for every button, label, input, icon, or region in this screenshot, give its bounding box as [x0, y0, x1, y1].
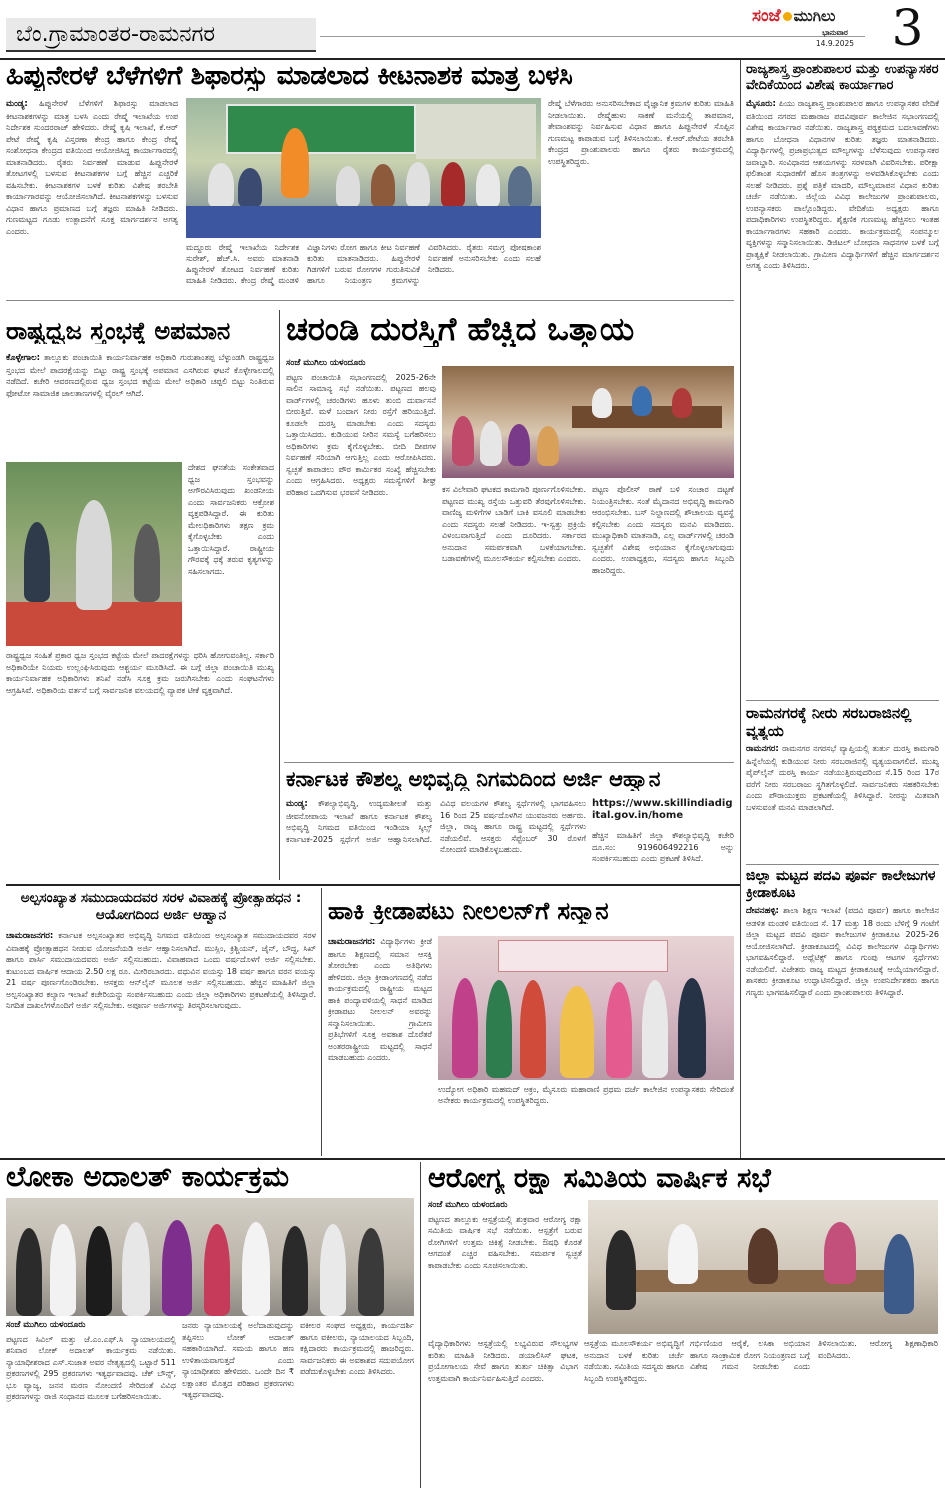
stage-backdrop [416, 104, 536, 159]
attendee-figure [282, 1226, 308, 1316]
headline-polsci: ರಾಜ್ಯಶಾಸ್ತ್ರ ಪ್ರಾಂಶುಪಾಲರ ಮತ್ತು ಉಪನ್ಯಾಸಕರ ವೇದಿಕೆಯಿಂದ ವಿಶೇಷ ಕಾರ್ಯಾಗಾರ [746, 62, 939, 93]
guest-figure [406, 162, 430, 208]
story6-text-body: ಶಾಲಾ ಶಿಕ್ಷಣ ಇಲಾಖೆ (ಪದವಿ ಪೂರ್ವ) ಹಾಗೂ ಕಾಲೇಜಿನ ಆಡಳಿತ ಮಂಡಳಿ ವತಿಯಿಂದ ಸೆ. 17 ಮತ್ತು 18 ರಂದು ಬೆಳಿಗ್ಗೆ 9 ಗಂಟೆಗೆ ಜಿಲ್ಲಾ ಮಟ್ಟದ ಪದವಿ ಪೂರ್ವ ಕಾಲೇಜುಗಳ ಕ್ರೀಡಾಕೂಟ 2025-26 ಆಯೋಜಿಸಲಾಗಿದೆ. ಕ್ರೀಡಾಕೂಟದಲ್ಲಿ ವಿವಿಧ ಕಾಲೇಜುಗಳ ವಿದ್ಯಾರ್ಥಿಗಳು ಭಾಗವಹಿಸಲಿದ್ದಾರೆ. ಅಥ್ಲೆಟಿಕ್ಸ್ ಹಾಗೂ ಗುಂಪು ಆಟಗಳ ಸ್ಪರ್ಧೆಗಳು ನಡೆಯಲಿವೆ. ವಿಜೇತರು ರಾಜ್ಯ ಮಟ್ಟದ ಕ್ರೀಡಾಕೂಟಕ್ಕೆ ಆಯ್ಕೆಯಾಗಲಿದ್ದಾರೆ. ಶಾಸಕರು ಕ್ರೀಡಾಕೂಟ ಉದ್ಘಾಟಿಸಲಿದ್ದಾರೆ. ಜಿಲ್ಲಾ ಉಪನಿರ್ದೇಶಕರು ಹಾಗೂ ಗಣ್ಯರು ಭಾಗವಹಿಸಲಿದ್ದಾರೆ ಎಂದು ಪ್ರಾಂಶುಪಾಲರು ತಿಳಿಸಿದ್ದಾರೆ. [746, 906, 939, 997]
rule-skill [284, 762, 734, 763]
headline-sports: ಜಿಲ್ಲಾ ಮಟ್ಟದ ಪದವಿ ಪೂರ್ವ ಕಾಲೇಜುಗಳ ಕ್ರೀಡಾಕೂಟ [746, 868, 936, 901]
story2-top-text [6, 352, 274, 460]
story9-byline: ಚಾಮರಾಜನಗರ: [328, 937, 376, 947]
story3-byline: ಸಂಜೆ ಮುಗಿಲು ಯಳಂದೂರು [286, 358, 366, 368]
story4-box [746, 62, 939, 662]
story1-col1-text: ಹಿಪ್ಪುನೇರಳೆ ಬೆಳೆಗಳಿಗೆ ಶಿಫಾರಸ್ಸು ಮಾಡಲಾದ ಕೀಟನಾಶಕಗಳನ್ನು ಮಾತ್ರ ಬಳಸಿ ಎಂದು ರೇಷ್ಮೆ ಇಲಾಖೆಯ ಉಪ ನಿರ್ದೇಶಕ ಸುಂದರರಾಜ್ ಹೇಳಿದರು. ರೇಷ್ಮೆ ಕೃಷಿ ಇಲಾಖೆ, ಕೆ.ಆರ್ ಪೇಟೆ ರೇಷ್ಮೆ ಕೃಷಿ ವಿಸ್ತರಣಾ ಕೇಂದ್ರ ಹಾಗೂ ಕೇಂದ್ರ ರೇಷ್ಮೆ ಸಂಶೋಧನಾ ಕೇಂದ್ರದ ವತಿಯಿಂದ ಆಯೋಜಿಸಿದ್ದ ಕಾರ್ಯಾಗಾರದಲ್ಲಿ ಮಾತನಾಡಿದರು. ರೈತರು ನಿರ್ವಹಣೆ ಮಾಡುವ ಹಿಪ್ಪುನೇರಳೆ ತೋಟಗಳಲ್ಲಿ ಬಳಸುವ ಕೀಟನಾಶಕಗಳ ಬಗ್ಗೆ ಹೆಚ್ಚಿನ ಎಚ್ಚರಿಕೆ ವಹಿಸಬೇಕು. ಕೀಟನಾಶಕಗಳ ಬಳಕೆ ಕುರಿತು ವಿಶೇಷ ತರಬೇತಿ ಕಾರ್ಯಾಗಾರವನ್ನು ಆಯೋಜಿಸಲಾಗಿದೆ. ಕೀಟನಾಶಕಗಳನ್ನು ಬಳಸುವ ವಿಧಾನ ಹಾಗೂ ಪ್ರಮಾಣದ ಬಗ್ಗೆ ತಜ್ಞರು ಮಾಹಿತಿ ನೀಡಿದರು. ಗುಣಮಟ್ಟದ ಗೂಡು ಉತ್ಪಾದನೆಗೆ ಸೂಕ್ತ ಮಾರ್ಗದರ್ಶನ ಅಗತ್ಯ ಎಂದರು. [6, 99, 178, 236]
story9-text [328, 936, 432, 1156]
story7-text [286, 798, 586, 880]
story3-col3: ಪಟ್ಟಣ ಪೊಲೀಸ್ ಠಾಣೆ ಬಳಿ ಸಂಚಾರ ದಟ್ಟಣೆ ನಿಯಂತ್ರಿಸಬೇಕು. ಸಂತೆ ಮೈದಾನದ ಅಭಿವೃದ್ಧಿ ಕಾಮಗಾರಿ ಆರಂಭಿಸಬೇಕು. ಬಸ್ ನಿಲ್ದಾಣದಲ್ಲಿ ಶೌಚಾಲಯ ವ್ಯವಸ್ಥೆ ಕಲ್ಪಿಸಬೇಕು ಎಂದು ಸದಸ್ಯರು ಮನವಿ ಮಾಡಿದರು. ಮುಖ್ಯಾಧಿಕಾರಿ ಮಾತನಾಡಿ, ಎಲ್ಲ ವಾರ್ಡ್‌ಗಳಲ್ಲಿ ಚರಂಡಿ ಸ್ವಚ್ಛತೆಗೆ ವಿಶೇಷ ಅಭಿಯಾನ ಕೈಗೊಳ್ಳಲಾಗುವುದು ಎಂದರು. ಉಪಾಧ್ಯಕ್ಷರು, ಸದಸ್ಯರು ಹಾಗೂ ಸಿಬ್ಬಂದಿ ಹಾಜರಿದ್ದರು. [592, 485, 734, 575]
rule-water [746, 700, 939, 701]
story10-byline: ಸಂಜೆ ಮುಗಿಲು ಯಳಂದೂರು [6, 1320, 86, 1330]
story11-col2: ವೈದ್ಯಾಧಿಕಾರಿಗಳು ಆಸ್ಪತ್ರೆಯಲ್ಲಿ ಲಭ್ಯವಿರುವ ಸೌಲಭ್ಯಗಳ ಕುರಿತು ಮಾಹಿತಿ ನೀಡಿದರು. ಡಯಾಲಿಸಿಸ್ ಘಟಕ, ಪ್ರಯೋಗಾಲಯ ಸೇವೆ ಹಾಗೂ ತುರ್ತು ಚಿಕಿತ್ಸಾ ವಿಭಾಗ ಉತ್ತಮವಾಗಿ ಕಾರ್ಯನಿರ್ವಹಿಸುತ್ತಿದೆ ಎಂದರು. [428, 1339, 578, 1383]
headline-hockey: ಹಾಕಿ ಕ್ರೀಡಾಪಟು ನೀಲಲನ್‌ಗೆ ಸನ್ಮಾನ [328, 898, 609, 925]
story11-photo [588, 1200, 938, 1334]
headline-drain: ಚರಂಡಿ ದುರಸ್ತಿಗೆ ಹೆಚ್ಚಿದ ಒತ್ತಾಯ [286, 312, 635, 348]
guest-figure [606, 982, 632, 1078]
honoree-figure [560, 986, 594, 1078]
story2-top: ತಾಲ್ಲೂಕು ಪಂಚಾಯಿತಿ ಕಾರ್ಯನಿರ್ವಾಹಕ ಅಧಿಕಾರಿ ಗುರುಶಾಂತಪ್ಪ ಬೆಳ್ಳುಂಡಗಿ ರಾಷ್ಟ್ರಧ್ವಜ ಸ್ತಂಭದ ಮೇಲೆ ಪಾದರಕ್ಷೆಯನ್ನು ಬಿಟ್ಟು ರಾಷ್ಟ್ರ ಸ್ತಂಭಕ್ಕೆ ಅಪಮಾನ ಎಸಗಿರುವ ಘಟನೆ ಕೊಳ್ಳೇಗಾಲದಲ್ಲಿ ನಡೆದಿದೆ. ಕಚೇರಿ ಆವರಣದಲ್ಲಿರುವ ಧ್ವಜ ಸ್ತಂಭದ ಕಟ್ಟೆಯ ಮೇಲೆ ಅಧಿಕಾರಿ ಚಪ್ಪಲಿ ಬಿಟ್ಟು ನಿಂತಿರುವ ಫೋಟೋ ಸಾಮಾಜಿಕ ಜಾಲತಾಣಗಳಲ್ಲಿ ವೈರಲ್ ಆಗಿದೆ. [6, 353, 274, 398]
story11-col1 [428, 1200, 582, 1332]
paper-logo-part2: ಮುಗಿಲು [793, 7, 836, 25]
guest-figure [441, 162, 465, 208]
guest-figure [476, 164, 500, 208]
section-label-box [6, 18, 316, 52]
sun-icon [783, 12, 792, 21]
story11-col3: ಆಸ್ಪತ್ರೆಯ ಮೂಲಸೌಕರ್ಯ ಅಭಿವೃದ್ಧಿಗೆ ಅನುದಾನ ಬಳಕೆ ಕುರಿತು ಚರ್ಚೆ ನಡೆಯಿತು. ಸಮಿತಿಯ ಸದಸ್ಯರು ಹಾಗೂ ಸಿಬ್ಬಂದಿ ಉಪಸ್ಥಿತರಿದ್ದರು. [584, 1339, 684, 1383]
story10-col3: ವಕೀಲರ ಸಂಘದ ಅಧ್ಯಕ್ಷರು, ಕಾರ್ಯದರ್ಶಿ ಹಾಗೂ ವಕೀಲರು, ನ್ಯಾಯಾಲಯದ ಸಿಬ್ಬಂದಿ, ಕಕ್ಷಿದಾರರು ಕಾರ್ಯಕ್ರಮದಲ್ಲಿ ಹಾಜರಿದ್ದರು. ಸಾರ್ವಜನಿಕರು ಈ ಅವಕಾಶದ ಸದುಪಯೋಗ ಪಡೆದುಕೊಳ್ಳಬೇಕು ಎಂದು ತಿಳಿಸಿದರು. [300, 1321, 414, 1376]
member-figure [884, 1234, 914, 1314]
dais-table [186, 206, 541, 238]
story10-col2: ಜನರು ನ್ಯಾಯಾಲಯಕ್ಕೆ ಅಲೆದಾಡುವುದನ್ನು ತಪ್ಪಿಸಲು ಲೋಕ್ ಅದಾಲತ್ ಸಹಕಾರಿಯಾಗಿದೆ. ಸಮಯ ಹಾಗೂ ಹಣ ಉಳಿತಾಯವಾಗುತ್ತದೆ ಎಂದು ನ್ಯಾಯಾಧೀಶರು ಹೇಳಿದರು. ಒಂದೇ ದಿನ ₹ ಲಕ್ಷಾಂತರ ಮೊತ್ತದ ಪರಿಹಾರ ಪ್ರಕರಣಗಳು ಇತ್ಯರ್ಥವಾದವು. [182, 1321, 294, 1399]
guest-figure [486, 980, 512, 1078]
story3-col1-text: ಪಟ್ಟಣ ಪಂಚಾಯಿತಿ ಸಭಾಂಗಣದಲ್ಲಿ 2025-26ನೇ ಸಾಲಿನ ಸಾಮಾನ್ಯ ಸಭೆ ನಡೆಯಿತು. ಪಟ್ಟಣದ ಹಲವು ವಾರ್ಡ್‌ಗಳಲ್ಲಿ ಚರಂಡಿಗಳು ಹೂಳು ತುಂಬಿ ದುರ್ವಾಸನೆ ಬೀರುತ್ತಿವೆ. ಮಳೆ ಬಂದಾಗ ನೀರು ರಸ್ತೆಗೆ ಹರಿಯುತ್ತಿದೆ. ಕೂಡಲೇ ದುರಸ್ತಿ ಮಾಡಬೇಕು ಎಂದು ಸದಸ್ಯರು ಒತ್ತಾಯಿಸಿದರು. ಕುಡಿಯುವ ನೀರಿನ ಸಮಸ್ಯೆ ಬಗೆಹರಿಸಲು ಅಧಿಕಾರಿಗಳು ಕ್ರಮ ಕೈಗೊಳ್ಳಬೇಕು. ಬೀದಿ ದೀಪಗಳ ನಿರ್ವಹಣೆ ಸರಿಯಾಗಿ ಆಗುತ್ತಿಲ್ಲ ಎಂದು ಆರೋಪಿಸಿದರು. ಸ್ವಚ್ಛತೆ ಕಾಪಾಡಲು ಪೌರ ಕಾರ್ಮಿಕರ ಸಂಖ್ಯೆ ಹೆಚ್ಚಿಸಬೇಕು ಎಂದು ಆಗ್ರಹಿಸಿದರು. ಅಧ್ಯಕ್ಷರು ಸಮಸ್ಯೆಗಳಿಗೆ ಶೀಘ್ರ ಪರಿಹಾರ ಒದಗಿಸುವ ಭರವಸೆ ನೀಡಿದರು. [286, 372, 436, 497]
story1-byline: ಮಂಡ್ಯ: [6, 99, 28, 109]
story4-text [746, 98, 939, 643]
event-banner [498, 940, 668, 972]
story2-side: ದೇಶದ ಘನತೆಯ ಸಂಕೇತವಾದ ಧ್ವಜ ಸ್ತಂಭವನ್ನು ಅಗೌರವಿಸಿರುವುದು ಖಂಡನೀಯ ಎಂದು ಸಾರ್ವಜನಿಕರು ಆಕ್ರೋಶ ವ್ಯಕ್ತಪಡಿಸಿದ್ದಾರೆ. ಈ ಕುರಿತು ಮೇಲಧಿಕಾರಿಗಳು ತಕ್ಷಣ ಕ್ರಮ ಕೈಗೊಳ್ಳಬೇಕು ಎಂದು ಒತ್ತಾಯಿಸಿದ್ದಾರೆ. ರಾಷ್ಟ್ರೀಯ ಗೌರವಕ್ಕೆ ಧಕ್ಕೆ ತರುವ ಕೃತ್ಯಗಳನ್ನು ಸಹಿಸಲಾಗದು. [188, 463, 274, 576]
section-label: ಬೆಂ.ಗ್ರಾಮಾಂತರ-ರಾಮನಗರ [16, 22, 216, 47]
guest-figure [508, 166, 532, 208]
story1-col1 [6, 98, 178, 296]
story7-contact: ಹೆಚ್ಚಿನ ಮಾಹಿತಿಗೆ ಜಿಲ್ಲಾ ಕೌಶಲ್ಯಾಭಿವೃದ್ಧಿ ಕಚೇರಿ ದೂ.ಸಂ: 919606492216 ಅನ್ನು ಸಂಪರ್ಕಿಸಬಹುದು ಎಂದು ಪ್ರಕಟಣೆ ತಿಳಿಸಿದೆ. [592, 831, 734, 863]
rule-sports [746, 864, 939, 865]
story5-box [746, 704, 939, 862]
paper-logo [752, 6, 867, 28]
member-figure [537, 426, 559, 466]
guest-figure [238, 168, 262, 208]
story4-text-body: ಪಿಯು ರಾಜ್ಯಶಾಸ್ತ್ರ ಪ್ರಾಂಶುಪಾಲರ ಹಾಗೂ ಉಪನ್ಯಾಸಕರ ವೇದಿಕೆ ವತಿಯಿಂದ ನಗರದ ಮಹಾರಾಜ ಪದವಿಪೂರ್ವ ಕಾಲೇಜಿನ ಸಭಾಂಗಣದಲ್ಲಿ ವಿಶೇಷ ಕಾರ್ಯಾಗಾರ ನಡೆಯಿತು. ರಾಜ್ಯಶಾಸ್ತ್ರ ಪಠ್ಯಕ್ರಮದ ಬದಲಾವಣೆಗಳು ಹಾಗೂ ಬೋಧನಾ ವಿಧಾನಗಳ ಕುರಿತು ತಜ್ಞರು ಮಾತನಾಡಿದರು. ವಿದ್ಯಾರ್ಥಿಗಳಲ್ಲಿ ಪ್ರಜಾಪ್ರಭುತ್ವದ ಮೌಲ್ಯಗಳನ್ನು ಬೆಳೆಸುವುದು ಉಪನ್ಯಾಸಕರ ಜವಾಬ್ದಾರಿ. ಸಂವಿಧಾನದ ಆಶಯಗಳನ್ನು ಸರಳವಾಗಿ ವಿವರಿಸಬೇಕು. ಪರೀಕ್ಷಾ ಫಲಿತಾಂಶ ಸುಧಾರಣೆಗೆ ಹೊಸ ತಂತ್ರಗಳನ್ನು ಅಳವಡಿಸಿಕೊಳ್ಳಬೇಕು ಎಂದು ಸಲಹೆ ನೀಡಿದರು. ಪ್ರಶ್ನೆ ಪತ್ರಿಕೆ ಮಾದರಿ, ಮೌಲ್ಯಮಾಪನ ವಿಧಾನ ಕುರಿತು ಚರ್ಚೆ ನಡೆಯಿತು. ಜಿಲ್ಲೆಯ ವಿವಿಧ ಕಾಲೇಜುಗಳ ಪ್ರಾಂಶುಪಾಲರು, ಉಪನ್ಯಾಸಕರು ಪಾಲ್ಗೊಂಡಿದ್ದರು. ವೇದಿಕೆಯ ಅಧ್ಯಕ್ಷರು ಹಾಗೂ ಪದಾಧಿಕಾರಿಗಳು ಉಪಸ್ಥಿತರಿದ್ದರು. ಶೈಕ್ಷಣಿಕ ಗುಣಮಟ್ಟ ಹೆಚ್ಚಿಸಲು ಇಂತಹ ಕಾರ್ಯಾಗಾರಗಳು ಸಹಕಾರಿ ಎಂದರು. ಕಾರ್ಯಕ್ರಮದಲ್ಲಿ ಸಂಪನ್ಮೂಲ ವ್ಯಕ್ತಿಗಳನ್ನು ಸನ್ಮಾನಿಸಲಾಯಿತು. ಡಿಜಿಟಲ್ ಬೋಧನಾ ಸಾಧನಗಳ ಬಳಕೆ ಬಗ್ಗೆ ಪ್ರಾತ್ಯಕ್ಷಿಕೆ ನೀಡಲಾಯಿತು. ಗ್ರಾಮೀಣ ವಿದ್ಯಾರ್ಥಿಗಳಿಗೆ ಹೆಚ್ಚಿನ ಮಾರ್ಗದರ್ಶನ ಅಗತ್ಯ ಎಂದು ತಿಳಿಸಿದರು. [746, 99, 939, 270]
story8-byline: ಚಾಮರಾಜನಗರ: [6, 931, 54, 941]
headline-water: ರಾಮನಗರಕ್ಕೆ ನೀರು ಸರಬರಾಜಿನಲ್ಲಿ ವ್ಯತ್ಯಯ [746, 704, 912, 740]
story3-col1 [286, 358, 436, 758]
member-figure [480, 421, 502, 466]
issue-date: 14.9.2025 [815, 39, 855, 48]
story2-photo [6, 462, 182, 646]
bystander-figure [24, 522, 50, 602]
story2-bottom: ರಾಷ್ಟ್ರಧ್ವಜ ಸಂಹಿತೆ ಪ್ರಕಾರ ಧ್ವಜ ಸ್ತಂಭದ ಕಟ್ಟೆಯ ಮೇಲೆ ಪಾದರಕ್ಷೆಗಳನ್ನು ಧರಿಸಿ ಹೋಗುವಂತಿಲ್ಲ. ಸರ್ಕಾರಿ ಅಧಿಕಾರಿಯೇ ನಿಯಮ ಉಲ್ಲಂಘಿಸಿರುವುದು ಆಶ್ಚರ್ಯ ಮೂಡಿಸಿದೆ. ಈ ಬಗ್ಗೆ ಜಿಲ್ಲಾ ಪಂಚಾಯಿತಿ ಮುಖ್ಯ ಕಾರ್ಯನಿರ್ವಾಹಕ ಅಧಿಕಾರಿಗಳು ತನಿಖೆ ನಡೆಸಿ ಸೂಕ್ತ ಕ್ರಮ ಜರುಗಿಸಬೇಕು ಎಂದು ಸಂಘಟನೆಗಳು ಆಗ್ರಹಿಸಿವೆ. ಅಧಿಕಾರಿಯ ವರ್ತನೆ ಬಗ್ಗೆ ಸಾರ್ವಜನಿಕ ವಲಯದಲ್ಲಿ ವ್ಯಾಪಕ ಟೀಕೆ ವ್ಯಕ್ತವಾಗಿದೆ. [6, 651, 274, 695]
rule-story1 [6, 300, 734, 301]
guest-figure [520, 980, 546, 1078]
story1-col4: ರೇಷ್ಮೆ ಬೆಳೆಗಾರರು ಅನುಸರಿಸಬೇಕಾದ ವೈಜ್ಞಾನಿಕ ಕ್ರಮಗಳ ಕುರಿತು ಮಾಹಿತಿ ನೀಡಲಾಯಿತು. ರೇಷ್ಮೆಹುಳು ಸಾಕಣೆ ಮನೆಯಲ್ಲಿ ತಾಪಮಾನ, ತೇವಾಂಶವನ್ನು ನಿರ್ವಹಿಸುವ ವಿಧಾನ ಹಾಗೂ ಹಿಪ್ಪುನೇರಳೆ ಸೊಪ್ಪಿನ ಗುಣಮಟ್ಟ ಕಾಪಾಡುವ ಬಗ್ಗೆ ತಿಳಿಸಲಾಯಿತು. ಕೆ.ಆರ್.ಪೇಟೆಯ ತರಬೇತಿ ಕೇಂದ್ರದ ಪ್ರಾಂಶುಪಾಲರು ಹಾಗೂ ರೈತರು ಕಾರ್ಯಕ್ರಮದಲ್ಲಿ ಉಪಸ್ಥಿತರಿದ್ದರು. [548, 99, 734, 166]
story11-byline: ಸಂಜೆ ಮುಗಿಲು ಯಳಂದೂರು [428, 1200, 508, 1210]
member-figure [632, 386, 652, 416]
story3-photo [442, 366, 734, 478]
attendee-figure [204, 1224, 230, 1316]
guest-figure [642, 980, 668, 1078]
attendee-figure [358, 1228, 384, 1316]
story2-byline: ಕೊಳ್ಳೇಗಾಲ: [6, 353, 41, 363]
masthead-rule [320, 36, 865, 37]
guest-figure [452, 978, 478, 1078]
skill-website-link[interactable]: https://www.skillindiadigital.gov.in/home [592, 798, 733, 821]
member-figure [592, 388, 612, 418]
story1-photo-caption: ಮದ್ದೂರು ರೇಷ್ಮೆ ಇಲಾಖೆಯ ನಿರ್ದೇಶಕ ಸುರೇಶ್, ಹೆಚ್.ಸಿ. ಅವರು ಮಾತನಾಡಿ ಹಿಪ್ಪುನೇರಳೆ ತೋಟದ ನಿರ್ವಹಣೆ ಕುರಿತು ಮಾಹಿತಿ ನೀಡಿದರು. ಕೇಂದ್ರ ರೇಷ್ಮೆ ಮಂಡಳಿ ವಿಜ್ಞಾನಿಗಳು ರೋಗ ಹಾಗೂ ಕೀಟ ನಿರ್ವಹಣೆ ಕುರಿತು ಮಾತನಾಡಿದರು. ಹಿಪ್ಪುನೇರಳೆ ಗಿಡಗಳಿಗೆ ಬರುವ ರೋಗಗಳ ಗುರುತಿಸುವಿಕೆ ಹಾಗೂ ನಿಯಂತ್ರಣ ಕ್ರಮಗಳನ್ನು ವಿವರಿಸಿದರು. ರೈತರು ಸಮಗ್ರ ಪೋಷಕಾಂಶ ನಿರ್ವಹಣೆ ಅನುಸರಿಸಬೇಕು ಎಂದು ಸಲಹೆ ನೀಡಿದರು. [186, 243, 541, 285]
story6-box [746, 868, 939, 1156]
story6-text [746, 905, 939, 998]
member-figure [508, 424, 530, 466]
divider-v1 [279, 310, 280, 880]
story7-text-body: ಕೌಶಲ್ಯಾಭಿವೃದ್ಧಿ, ಉದ್ಯಮಶೀಲತೆ ಮತ್ತು ಜೀವನೋಪಾಯ ಇಲಾಖೆ ಹಾಗೂ ಕರ್ನಾಟಕ ಕೌಶಲ್ಯ ಅಭಿವೃದ್ಧಿ ನಿಗಮದ ವತಿಯಿಂದ ಇಂಡಿಯಾ ಸ್ಕಿಲ್ಸ್ ಕರ್ನಾಟಕ-2025 ಸ್ಪರ್ಧೆಗೆ ಅರ್ಜಿ ಆಹ್ವಾನಿಸಲಾಗಿದೆ. ವಿವಿಧ ವಲಯಗಳ ಕೌಶಲ್ಯ ಸ್ಪರ್ಧೆಗಳಲ್ಲಿ ಭಾಗವಹಿಸಲು 16 ರಿಂದ 25 ವರ್ಷದೊಳಗಿನ ಯುವಜನರು ಅರ್ಹರು. ಜಿಲ್ಲಾ, ರಾಜ್ಯ ಹಾಗೂ ರಾಷ್ಟ್ರ ಮಟ್ಟದಲ್ಲಿ ಸ್ಪರ್ಧೆಗಳು ನಡೆಯಲಿವೆ. ಆಸಕ್ತರು ಸೆಪ್ಟೆಂಬರ್ 30 ರೊಳಗೆ ನೋಂದಣಿ ಮಾಡಿಕೊಳ್ಳಬಹುದು. [286, 799, 586, 854]
rule-bottomrow [0, 1158, 945, 1160]
story10-photo [6, 1198, 414, 1316]
page-number: 3 [891, 0, 924, 56]
story10-col1-text: ಪಟ್ಟಣದ ಸಿವಿಲ್ ಮತ್ತು ಜೆ.ಎಂ.ಎಫ್.ಸಿ ನ್ಯಾಯಾಲಯದಲ್ಲಿ ಶನಿವಾರ ಲೋಕ್ ಅದಾಲತ್ ಕಾರ್ಯಕ್ರಮ ನಡೆಯಿತು. ನ್ಯಾಯಾಧೀಶರಾದ ಎಸ್.ಸುಜಾತ ಅವರ ನೇತೃತ್ವದಲ್ಲಿ ಒಟ್ಟಾರೆ 511 ಪ್ರಕರಣಗಳಲ್ಲಿ 295 ಪ್ರಕರಣಗಳು ಇತ್ಯರ್ಥವಾದವು. ಚೆಕ್ ಬೌನ್ಸ್, ಭೂ ವ್ಯಾಜ್ಯ, ಜನನ ಮರಣ ನೋಂದಣಿ ಸೇರಿದಂತೆ ವಿವಿಧ ಪ್ರಕರಣಗಳನ್ನು ರಾಜಿ ಸಂಧಾನದ ಮೂಲಕ ಬಗೆಹರಿಸಲಾಯಿತು. [6, 1334, 176, 1401]
story1-photo [186, 98, 541, 238]
headline-marriage: ಅಲ್ಪಸಂಖ್ಯಾತ ಸಮುದಾಯದವರ ಸರಳ ವಿವಾಹಕ್ಕೆ ಪ್ರೋತ್ಸಾಹಧನ : ಆಯೋಗದಿಂದ ಅರ್ಜಿ ಆಹ್ವಾನ [20, 890, 302, 923]
story8-text-body: ಕರ್ನಾಟಕ ಅಲ್ಪಸಂಖ್ಯಾತರ ಅಭಿವೃದ್ಧಿ ನಿಗಮದ ವತಿಯಿಂದ ಅಲ್ಪಸಂಖ್ಯಾತ ಸಮುದಾಯದವರ ಸರಳ ವಿವಾಹಕ್ಕೆ ಪ್ರೋತ್ಸಾಹಧನ ನೀಡುವ ಯೋಜನೆಯಡಿ ಅರ್ಜಿ ಆಹ್ವಾನಿಸಲಾಗಿದೆ. ಮುಸ್ಲಿಂ, ಕ್ರಿಶ್ಚಿಯನ್, ಜೈನ್, ಬೌದ್ಧ, ಸಿಖ್ ಹಾಗೂ ಪಾರ್ಸಿ ಸಮುದಾಯದವರು ಅರ್ಜಿ ಸಲ್ಲಿಸಬಹುದು. ವಿವಾಹವಾದ ಒಂದು ವರ್ಷದೊಳಗೆ ಅರ್ಜಿ ಸಲ್ಲಿಸಬೇಕು. ಕುಟುಂಬದ ವಾರ್ಷಿಕ ಆದಾಯ 2.50 ಲಕ್ಷ ರೂ. ಮೀರಿರಬಾರದು. ವಧುವಿನ ವಯಸ್ಸು 18 ವರ್ಷ ಹಾಗೂ ವರನ ವಯಸ್ಸು 21 ವರ್ಷ ಪೂರ್ಣಗೊಂಡಿರಬೇಕು. ಆಸಕ್ತರು ಆನ್‌ಲೈನ್ ಮೂಲಕ ಅರ್ಜಿ ಸಲ್ಲಿಸಬಹುದು. ಹೆಚ್ಚಿನ ಮಾಹಿತಿಗೆ ಜಿಲ್ಲಾ ಅಲ್ಪಸಂಖ್ಯಾತರ ಕಲ್ಯಾಣ ಇಲಾಖೆ ಕಚೇರಿಯನ್ನು ಸಂಪರ್ಕಿಸಬಹುದು ಎಂದು ಜಿಲ್ಲಾ ಅಧಿಕಾರಿಗಳು ಪ್ರಕಟಣೆಯಲ್ಲಿ ತಿಳಿಸಿದ್ದಾರೆ. ನಿಗದಿತ ದಾಖಲೆಗಳೊಂದಿಗೆ ಅರ್ಜಿ ಸಲ್ಲಿಸಬೇಕು. ಅಪೂರ್ಣ ಅರ್ಜಿಗಳನ್ನು ತಿರಸ್ಕರಿಸಲಾಗುವುದು. [6, 931, 316, 1010]
stage-banner [226, 104, 416, 154]
guest-figure [678, 978, 706, 1078]
rule-midrow [6, 884, 740, 886]
issue-day: ಭಾನುವಾರ [822, 28, 848, 37]
story9-text-body: ವಿದ್ಯಾರ್ಥಿಗಳು ಕ್ರೀಡೆ ಹಾಗೂ ಶಿಕ್ಷಣದಲ್ಲಿ ಸಮಾನ ಆಸಕ್ತಿ ತೋರಬೇಕು ಎಂದು ಅತಿಥಿಗಳು ಹೇಳಿದರು. ಜಿಲ್ಲಾ ಕ್ರೀಡಾಂಗಣದಲ್ಲಿ ನಡೆದ ಕಾರ್ಯಕ್ರಮದಲ್ಲಿ ರಾಷ್ಟ್ರೀಯ ಮಟ್ಟದ ಹಾಕಿ ಪಂದ್ಯಾವಳಿಯಲ್ಲಿ ಸಾಧನೆ ಮಾಡಿದ ಕ್ರೀಡಾಪಟು ನೀಲಲನ್ ಅವರನ್ನು ಸನ್ಮಾನಿಸಲಾಯಿತು. ಗ್ರಾಮೀಣ ಪ್ರತಿಭೆಗಳಿಗೆ ಸೂಕ್ತ ಅವಕಾಶ ದೊರೆತರೆ ಅಂತರರಾಷ್ಟ್ರೀಯ ಮಟ್ಟದಲ್ಲಿ ಸಾಧನೆ ಮಾಡಬಹುದು ಎಂದರು. [328, 937, 432, 1062]
speaker-figure [281, 128, 309, 198]
judge-figure [162, 1220, 192, 1316]
member-figure [748, 1228, 778, 1284]
divider-v3 [321, 888, 322, 1156]
bystander-figure [134, 524, 160, 602]
story9-caption: ಉದ್ಯೋಗ ಅಧಿಕಾರಿ ಮಹಮದ್ ಅಕ್ರಂ, ಮೈಸೂರು ಮಹಾರಾಣಿ ಪ್ರಥಮ ದರ್ಜೆ ಕಾಲೇಜಿನ ಉಪನ್ಯಾಸಕರು ಸೇರಿದಂತೆ ಅನೇಕರು ಕಾರ್ಯಕ್ರಮದಲ್ಲಿ ಉಪಸ್ಥಿತರಿದ್ದರು. [438, 1085, 734, 1105]
attendee-figure [50, 1224, 76, 1316]
headline-health: ಆರೋಗ್ಯ ರಕ್ಷಾ ಸಮಿತಿಯ ವಾರ್ಷಿಕ ಸಭೆ [428, 1164, 771, 1194]
attendee-figure [242, 1222, 270, 1316]
masthead-bottom-rule [0, 58, 945, 60]
member-figure [672, 388, 692, 418]
headline-adalat: ಲೋಕಾ ಅದಾಲತ್ ಕಾರ್ಯಕ್ರಮ [6, 1162, 290, 1193]
story9-photo [438, 936, 734, 1080]
member-figure [824, 1222, 856, 1284]
story8-text [6, 930, 316, 1155]
headline-flag: ರಾಷ್ಟ್ರಧ್ವಜ ಸ್ತಂಭಕ್ಕೆ ಅಪಮಾನ [6, 318, 231, 345]
member-figure [452, 416, 474, 466]
divider-v4 [420, 1162, 421, 1488]
attendee-figure [86, 1226, 112, 1316]
story11-col4: ಗರ್ಭಿಣಿಯರ ಆರೈಕೆ, ಲಸಿಕಾ ಅಭಿಯಾನ ಹಾಗೂ ಸಾಂಕ್ರಾಮಿಕ ರೋಗ ನಿಯಂತ್ರಣದ ಬಗ್ಗೆ ವಿಶೇಷ ಗಮನ ನೀಡಬೇಕು ಎಂದು ತಿಳಿಸಲಾಯಿತು. ಆರೋಗ್ಯ ಶಿಕ್ಷಣಾಧಿಕಾರಿ ವಂದಿಸಿದರು. [690, 1339, 938, 1371]
story5-text [746, 743, 939, 813]
story3-col2: ಕಸ ವಿಲೇವಾರಿ ಘಟಕದ ಕಾಮಗಾರಿ ಪೂರ್ಣಗೊಳಿಸಬೇಕು. ಪಟ್ಟಣದ ಮುಖ್ಯ ರಸ್ತೆಯ ಒತ್ತುವರಿ ತೆರವುಗೊಳಿಸಬೇಕು. ವಾಣಿಜ್ಯ ಮಳಿಗೆಗಳ ಬಾಡಿಗೆ ಬಾಕಿ ವಸೂಲಿ ಮಾಡಬೇಕು ಎಂದು ಸದಸ್ಯರು ಸಲಹೆ ನೀಡಿದರು. ಇ-ಸ್ವತ್ತು ಪ್ರಕ್ರಿಯೆ ವಿಳಂಬವಾಗುತ್ತಿದೆ ಎಂದು ದೂರಿದರು. ಸರ್ಕಾರದ ಅನುದಾನ ಸಮರ್ಪಕವಾಗಿ ಬಳಕೆಯಾಗಬೇಕು. ಬಡಾವಣೆಗಳಲ್ಲಿ ಮೂಲಸೌಕರ್ಯ ಕಲ್ಪಿಸಬೇಕು ಎಂದರು. [442, 485, 586, 563]
divider-v2 [740, 60, 741, 1158]
story11-col1-text: ಪಟ್ಟಣದ ತಾಲ್ಲೂಕು ಆಸ್ಪತ್ರೆಯಲ್ಲಿ ಶುಕ್ರವಾರ ಆರೋಗ್ಯ ರಕ್ಷಾ ಸಮಿತಿಯ ವಾರ್ಷಿಕ ಸಭೆ ನಡೆಯಿತು. ಆಸ್ಪತ್ರೆಗೆ ಬರುವ ರೋಗಿಗಳಿಗೆ ಉತ್ತಮ ಚಿಕಿತ್ಸೆ ನೀಡಬೇಕು. ಔಷಧಿ ಕೊರತೆ ಆಗದಂತೆ ಎಚ್ಚರ ವಹಿಸಬೇಕು. ಸಮರ್ಪಕ ಸ್ವಚ್ಛತೆ ಕಾಪಾಡಬೇಕು ಎಂದು ಸೂಚಿಸಲಾಯಿತು. [428, 1214, 582, 1270]
guest-figure [371, 164, 395, 208]
story10-col1 [6, 1320, 176, 1488]
headline-skill: ಕರ್ನಾಟಕ ಕೌಶಲ್ಯ ಅಭಿವೃದ್ಧಿ ನಿಗಮದಿಂದ ಅರ್ಜಿ ಆಹ್ವಾನ [286, 768, 661, 791]
attendee-figure [16, 1228, 42, 1316]
headline-pesticide: ಹಿಪ್ಪುನೇರಳೆ ಬೆಳೆಗಳಿಗೆ ಶಿಫಾರಸ್ಸು ಮಾಡಲಾದ ಕೀಟನಾಶಕ ಮಾತ್ರ ಬಳಸಿ [6, 62, 573, 91]
paper-logo-part1: ಸಂಜೆ [752, 6, 781, 26]
officer-figure [76, 500, 112, 610]
guest-figure [336, 166, 360, 208]
story6-byline: ದೇವನಹಳ್ಳಿ: [746, 906, 779, 916]
attendee-figure [320, 1224, 346, 1316]
member-figure [606, 1230, 636, 1310]
story5-text-body: ರಾಮನಗರ ನಗರಸಭೆ ವ್ಯಾಪ್ತಿಯಲ್ಲಿ ತುರ್ತು ದುರಸ್ತಿ ಕಾಮಗಾರಿ ಹಿನ್ನೆಲೆಯಲ್ಲಿ ಕುಡಿಯುವ ನೀರು ಸರಬರಾಜಿನಲ್ಲಿ ವ್ಯತ್ಯಯವಾಗಲಿದೆ. ಮುಖ್ಯ ಪೈಪ್‌ಲೈನ್ ದುರಸ್ತಿ ಕಾರ್ಯ ನಡೆಯುತ್ತಿರುವುದರಿಂದ ಸೆ.15 ರಿಂದ 17ರ ವರೆಗೆ ನೀರು ಸರಬರಾಜು ಸ್ಥಗಿತಗೊಳ್ಳಲಿದೆ. ಸಾರ್ವಜನಿಕರು ಸಹಕರಿಸಬೇಕು ಎಂದು ಪೌರಾಯುಕ್ತರು ಪ್ರಕಟಣೆಯಲ್ಲಿ ತಿಳಿಸಿದ್ದಾರೆ. ನೀರನ್ನು ಮಿತವಾಗಿ ಬಳಸುವಂತೆ ಮನವಿ ಮಾಡಲಾಗಿದೆ. [746, 744, 939, 812]
story5-byline: ರಾಮನಗರ: [746, 744, 779, 754]
story7-byline: ಮಂಡ್ಯ: [286, 799, 308, 809]
member-figure [668, 1224, 698, 1284]
guest-figure [208, 163, 234, 208]
story4-byline: ಮೈಸೂರು: [746, 99, 776, 109]
attendee-figure [122, 1222, 150, 1316]
